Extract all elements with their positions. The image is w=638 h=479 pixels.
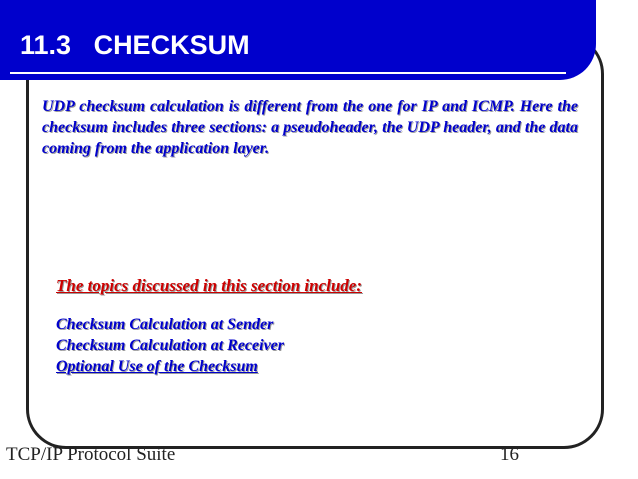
topics-heading: The topics discussed in this section include: — [56, 276, 363, 295]
topic-item: Checksum Calculation at Sender — [56, 316, 274, 333]
footer-text: TCP/IP Protocol Suite — [6, 444, 176, 465]
topic-list — [56, 314, 284, 377]
topic-item: Optional Use of the Checksum — [56, 358, 258, 375]
slide-title: 11.3 CHECKSUM — [20, 30, 250, 60]
intro-paragraph: UDP checksum calculation is different from the one for IP and ICMP. Here the checksum includes three sections: a pseudoheader, the UDP header, and the data coming from the application layer. — [42, 98, 578, 157]
title-bar — [0, 0, 596, 80]
page-number: 16 — [500, 444, 519, 465]
title-underline — [10, 72, 566, 74]
topic-item: Checksum Calculation at Receiver — [56, 337, 284, 354]
